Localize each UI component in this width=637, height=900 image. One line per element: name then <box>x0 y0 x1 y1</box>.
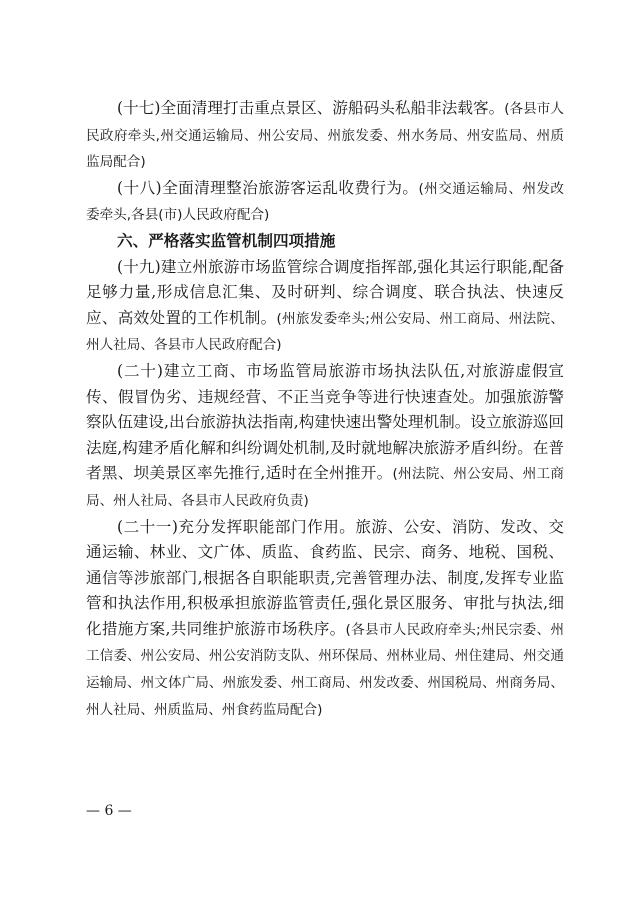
paragraph-item-21 <box>86 515 564 724</box>
paragraph-note: (州交通运输局、州发改委牵头,各县(市)人民政府配合) <box>86 180 564 224</box>
document-body <box>86 96 564 723</box>
paragraph-note: (各县市人民政府牵头;州民宗委、州工信委、州公安局、州公安消防支队、州环保局、州林业局、州住建局、州交通运输局、州文体广局、州旅发委、州工商局、州发改委、州国税局、州商务局、州人社局、州质监局、州食药监局配合) <box>86 621 564 718</box>
paragraph-body: (二十一)充分发挥职能部门作用。旅游、公安、消防、发改、交通运输、林业、文广体、质监、食药监、民宗、商务、地税、国税、通信等涉旅部门,根据各自职能职责,完善管理办法、制度,发挥专业监管和执法作用,积极承担旅游监管责任,强化景区服务、审批与执法,细化措施方案,共同维护旅游市场秩序。 <box>86 517 564 638</box>
paragraph-item-18 <box>86 176 564 229</box>
paragraph-body: (十九)建立州旅游市场监管综合调度指挥部,强化其运行职能,配备足够力量,形成信息汇集、及时研判、综合调度、联合执法、快速反应、高效处置的工作机制。 <box>86 257 564 327</box>
paragraph-body: (十八)全面清理整治旅游客运乱收费行为。 <box>117 178 419 197</box>
paragraph-note: (州旅发委牵头;州公安局、州工商局、州法院、州人社局、各县市人民政府配合) <box>86 310 564 354</box>
paragraph-item-17 <box>86 96 564 176</box>
paragraph-body: (二十)建立工商、市场监管局旅游市场执法队伍,对旅游虚假宣传、假冒伪劣、违规经营、不正当竞争等进行快速查处。加强旅游警察队伍建设,出台旅游执法指南,构建快速出警处理机制。设立旅游巡回法庭,构建矛盾化解和纠纷调处机制,及时就地解决旅游矛盾纠纷。在普者黑、坝美景区率先推行,适时在全州推开。 <box>86 361 564 483</box>
paragraph-note: (各县市人民政府牵头,州交通运输局、州公安局、州旅发委、州水务局、州安监局、州质监局配合) <box>86 101 565 171</box>
section-heading: 六、严格落实监管机制四项措施 <box>117 231 336 250</box>
paragraph-note: (州法院、州公安局、州工商局、州人社局、各县市人民政府负责) <box>86 466 564 509</box>
paragraph-body: (十七)全面清理打击重点景区、游船码头私船非法载客。 <box>117 99 505 117</box>
paragraph-item-20 <box>86 359 564 515</box>
paragraph-item-19 <box>86 255 564 359</box>
page-number: — 6 — <box>86 803 132 819</box>
